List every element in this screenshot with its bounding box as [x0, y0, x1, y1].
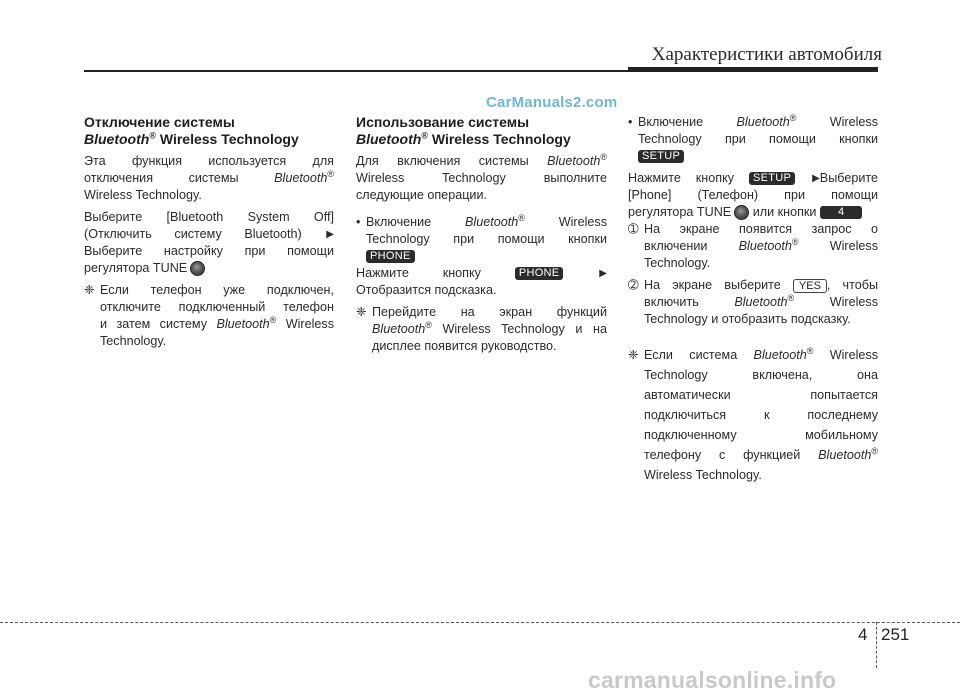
paragraph-intro: Эта функция используется для отключения системы Bluetooth® Wireless Technology.	[84, 154, 334, 202]
column-2	[356, 114, 607, 355]
note-mark-icon: ❈	[356, 305, 367, 320]
heading-usage: Использование системы Bluetooth® Wireless Technology	[356, 114, 571, 147]
header-rule-accent	[628, 67, 878, 72]
watermark-top: CarManuals2.com	[486, 94, 618, 111]
step-1: ➀ На экране появится запрос о включении Bluetooth® Wireless Technology.	[628, 222, 878, 271]
tune-knob-icon	[190, 261, 205, 276]
heading-disconnect: Отключение системы Bluetooth® Wireless Technology	[84, 114, 299, 147]
column-1	[84, 114, 334, 350]
number-4-button: 4	[820, 206, 862, 219]
arrow-right-icon: ▶	[812, 173, 820, 185]
phone-button: PHONE	[515, 267, 564, 280]
bullet-phone: • Включение Bluetooth® Wireless Technology при помощи кнопки PHONE	[356, 212, 607, 263]
phone-button: PHONE	[366, 250, 415, 263]
note-autoconnect: ❈ Если система Bluetooth® Wireless Technology включена, она автоматически попытается подключиться к последнему подключенному мобильному телефону с функцией Bluetooth® Wireless Technology.	[628, 345, 879, 483]
note-mark-icon: ❈	[628, 348, 639, 363]
note-mark-icon: ❈	[84, 283, 95, 298]
yes-button: YES	[793, 279, 827, 293]
page-number: 251	[881, 625, 910, 644]
paragraph-press-setup: Нажмите кнопку SETUP ▶Выберите [Phone] (Телефон) при помощи регулятора TUNE или кнопки 4	[628, 171, 878, 220]
setup-button: SETUP	[638, 150, 684, 163]
paragraph-steps: Выберите [Bluetooth System Off] (Отключить систему Bluetooth) ▶ Выберите настройку при помощи регулятора TUNE	[84, 210, 334, 276]
footer-rule	[0, 622, 960, 623]
setup-button: SETUP	[749, 172, 795, 185]
bullet-setup: • Включение Bluetooth® Wireless Technology при помощи кнопки SETUP	[628, 112, 878, 163]
header-rule	[84, 70, 632, 72]
note-usage: ❈ Перейдите на экран функций Bluetooth® Wireless Technology и на дисплее появится руководство.	[356, 305, 607, 354]
paragraph-usage-intro: Для включения системы Bluetooth® Wireless Technology выполните следующие операции.	[356, 151, 608, 202]
arrow-right-icon: ▶	[326, 229, 334, 241]
chapter-number: 4	[858, 625, 868, 644]
watermark-bottom: carmanualsonline.info	[588, 667, 837, 689]
tune-knob-icon	[734, 205, 749, 220]
paragraph-press-phone: Нажмите кнопку PHONE ▶ Отобразится подсказка.	[356, 266, 607, 298]
column-3	[628, 114, 878, 485]
step-2: ➁ На экране выберите YES , чтобы включить Bluetooth® Wireless Technology и отобразить подсказку.	[628, 278, 878, 327]
note-disconnect: ❈ Если телефон уже подключен, отключите подключенный телефон и затем систему Bluetooth® Wireless Technology.	[84, 283, 334, 349]
arrow-right-icon: ▶	[599, 268, 607, 280]
header-title: Характеристики автомобиля	[651, 44, 882, 65]
footer-divider	[876, 622, 877, 668]
